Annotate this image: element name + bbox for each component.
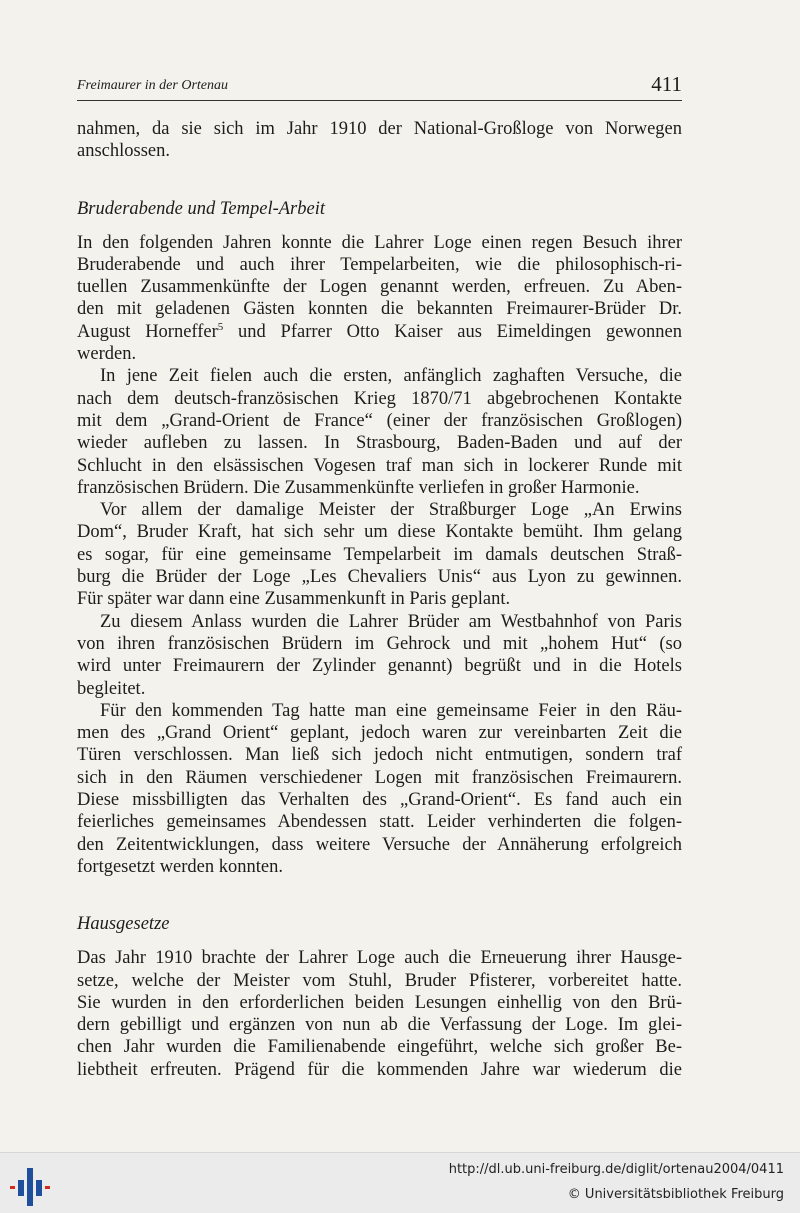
text-line: In den folgenden Jahren konnte die Lahrer Loge einen regen Besuch ihrer: [77, 232, 682, 253]
text-line: von ihren französischen Brüdern im Gehrock und mit „hohem Hut“ (so: [77, 633, 682, 654]
paragraph: [77, 700, 682, 878]
text-line: nahmen, da sie sich im Jahr 1910 der National-Großloge von Norwegen: [77, 119, 682, 139]
text-line: burg die Brüder der Loge „Les Chevaliers Unis“ aus Lyon zu gewinnen.: [77, 567, 682, 588]
library-footer: [0, 1152, 800, 1213]
text-line: französischen Brüdern. Die Zusammenkünfte verliefen in großer Harmonie.: [77, 477, 640, 498]
text-segment: und Pfarrer Otto Kaiser aus Eimeldingen gewonnen: [223, 321, 682, 342]
text-line: sich in den Räumen verschiedener Logen mit französischen Freimaurern.: [77, 767, 682, 788]
section-heading-bruderabende: Bruderabende und Tempel-Arbeit: [77, 198, 325, 219]
footnote-ref: 5: [217, 320, 224, 333]
text-line: tuellen Zusammenkünfte der Logen genannt werden, erfreuen. Zu Aben-: [77, 277, 682, 298]
paragraph: [77, 365, 682, 499]
text-line: [77, 321, 682, 343]
text-line: dern gebilligt und ergänzen von nun ab die Verfassung der Loge. Im glei-: [77, 1015, 682, 1036]
text-line: wird unter Freimaurern der Zylinder genannt) begrüßt und in die Hotels: [77, 656, 682, 677]
text-line: Zu diesem Anlass wurden die Lahrer Brüder am Westbahnhof von Paris: [100, 611, 682, 632]
text-line: Dom“, Bruder Kraft, hat sich sehr um diese Kontakte bemüht. Ihm gelang: [77, 522, 682, 543]
text-line: es sogar, für eine gemeinsame Tempelarbeit im damals deutschen Straß-: [77, 544, 682, 565]
text-line: Für den kommenden Tag hatte man eine gemeinsame Feier in den Räu-: [100, 700, 682, 721]
text-line: wieder aufleben zu lassen. In Strasbourg, Baden-Baden und auf der: [77, 433, 682, 454]
copyright-notice: © Universitätsbibliothek Freiburg: [567, 1187, 784, 1202]
text-line: fortgesetzt werden konnten.: [77, 856, 283, 877]
text-line: werden.: [77, 344, 137, 365]
text-line: nach dem deutsch-französischen Krieg 1870/71 abgebrochenen Kontakte: [77, 388, 682, 409]
text-line: den mit geladenen Gästen konnten die bekannten Freimaurer-Brüder Dr.: [77, 299, 682, 320]
page-number: 411: [651, 72, 682, 96]
text-line: Für später war dann eine Zusammenkunft in Paris geplant.: [77, 589, 511, 610]
body-text: [77, 118, 682, 1081]
text-line: Vor allem der damalige Meister der Straßburger Loge „An Erwins: [100, 500, 682, 521]
permalink-url[interactable]: http://dl.ub.uni-freiburg.de/diglit/ortenau2004/0411: [448, 1162, 784, 1177]
running-title: Freimaurer in der Ortenau: [77, 78, 228, 93]
text-line: Das Jahr 1910 brachte der Lahrer Loge auch die Erneuerung ihrer Hausge-: [77, 948, 682, 969]
text-line: chen Jahr wurden die Familienabende eingeführt, welche sich großer Be-: [77, 1037, 682, 1058]
text-line: begleitet.: [77, 678, 146, 699]
paragraph: [77, 232, 682, 366]
page-header: [77, 74, 682, 101]
ub-freiburg-logo-icon: [8, 1167, 56, 1207]
text-line: men des „Grand Orient“ geplant, jedoch waren zur vereinbarten Zeit die: [77, 723, 682, 744]
text-line: Bruderabende und auch ihrer Tempelarbeiten, wie die philosophisch-ri-: [77, 254, 682, 275]
text-line: Schlucht in den elsässischen Vogesen traf man sich in lockerer Runde mit: [77, 455, 682, 476]
text-line: den Zeitentwicklungen, dass weitere Versuche der Annäherung erfolgreich: [77, 834, 682, 855]
intro-paragraph: [77, 118, 682, 163]
paragraph: [77, 947, 682, 1081]
text-line: Sie wurden in den erforderlichen beiden Lesungen einhellig von den Brü-: [77, 992, 682, 1013]
text-line: anschlossen.: [77, 141, 170, 162]
paragraph: [77, 499, 682, 610]
text-line: mit dem „Grand-Orient de France“ (einer der französischen Großlogen): [77, 410, 682, 431]
paragraph: [77, 611, 682, 700]
section-heading-hausgesetze: Hausgesetze: [77, 914, 170, 935]
text-segment: August Horneffer: [77, 321, 218, 342]
text-line: setze, welche der Meister vom Stuhl, Bruder Pfisterer, vorbereitet hatte.: [77, 970, 682, 991]
text-line: liebtheit erfreuten. Prägend für die kommenden Jahre war wiederum die: [77, 1059, 682, 1080]
text-line: Türen verschlossen. Man ließ sich jedoch nicht entmutigen, sondern traf: [77, 745, 682, 766]
text-line: In jene Zeit fielen auch die ersten, anfänglich zaghaften Versuche, die: [100, 366, 682, 387]
text-line: feierliches gemeinsames Abendessen statt. Leider verhinderten die folgen-: [77, 812, 682, 833]
text-line: Diese missbilligten das Verhalten des „Grand-Orient“. Es fand auch ein: [77, 790, 682, 811]
